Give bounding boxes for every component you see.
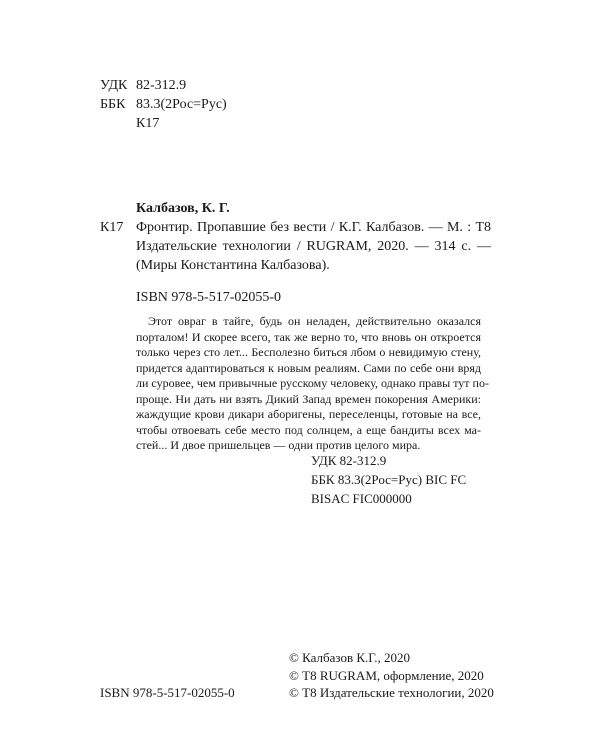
udk-value: 82-312.9 — [136, 78, 187, 93]
annotation — [136, 314, 489, 454]
annotation-row: чтобы отвоевать себе место под солнцем, а еще бандиты всех ма- — [136, 422, 481, 437]
annotation-row: ли суровее, чем привычные русскому человеку, однако правы тут по- — [136, 376, 489, 390]
annotation-row: придется адаптироваться к новым реалиям. Сами по себе они вряд — [136, 360, 481, 375]
author-heading: Калбазов, К. Г. — [136, 201, 230, 216]
udk-row — [100, 76, 227, 95]
copyright-line: © Калбазов К.Г., 2020 — [289, 650, 411, 665]
copyright-block — [289, 649, 494, 702]
bbk-row — [100, 95, 227, 114]
copyright-line: © Т8 Издательские технологии, 2020 — [289, 685, 494, 700]
annotation-row: порталом! И скорее всего, так же верно то, что вновь он откроется — [136, 329, 481, 344]
classification-block — [100, 76, 227, 133]
copyright-line: © Т8 RUGRAM, оформление, 2020 — [289, 667, 484, 683]
biblio-row: Издательские технологии / RUGRAM, 2020. — 314 с. — — [136, 239, 491, 254]
bbk-value: 83.3(2Рос=Рус) — [136, 97, 227, 112]
annotation-row: Этот овраг в тайге, будь он неладен, действительно оказался — [148, 314, 481, 328]
isbn-bottom: ISBN 978-5-517-02055-0 — [100, 685, 235, 700]
isbn-main: ISBN 978-5-517-02055-0 — [136, 290, 282, 305]
biblio-row: Фронтир. Пропавшие без вести / К.Г. Калбазов. — М. : Т8 — [136, 220, 491, 235]
side-author-mark: К17 — [100, 220, 124, 235]
annotation-row: только через сто лет... Бесполезно биться лбом о невидимую стену, — [136, 345, 481, 359]
codes-bisac: BISAC FIC000000 — [311, 491, 412, 506]
author-mark: К17 — [136, 116, 160, 131]
biblio-row: (Миры Константина Калбазова). — [136, 258, 330, 273]
udk-label: УДК — [100, 78, 128, 93]
annotation-row: жаждущие крови дикари аборигены, переселенцы, готовые на все, — [136, 407, 481, 421]
codes-block — [311, 451, 466, 508]
annotation-row: стей... И двое пришельцев — одни против целого мира. — [136, 438, 421, 452]
bbk-label: ББК — [100, 97, 126, 112]
codes-udk: УДК 82-312.9 — [311, 453, 387, 468]
bibliographic-record — [136, 199, 491, 275]
codes-bbk-bic: ББК 83.3(2Рос=Рус) BIC FC — [311, 472, 467, 487]
annotation-row: проще. Ни дать ни взять Дикий Запад времен покорения Америки: — [136, 391, 481, 406]
